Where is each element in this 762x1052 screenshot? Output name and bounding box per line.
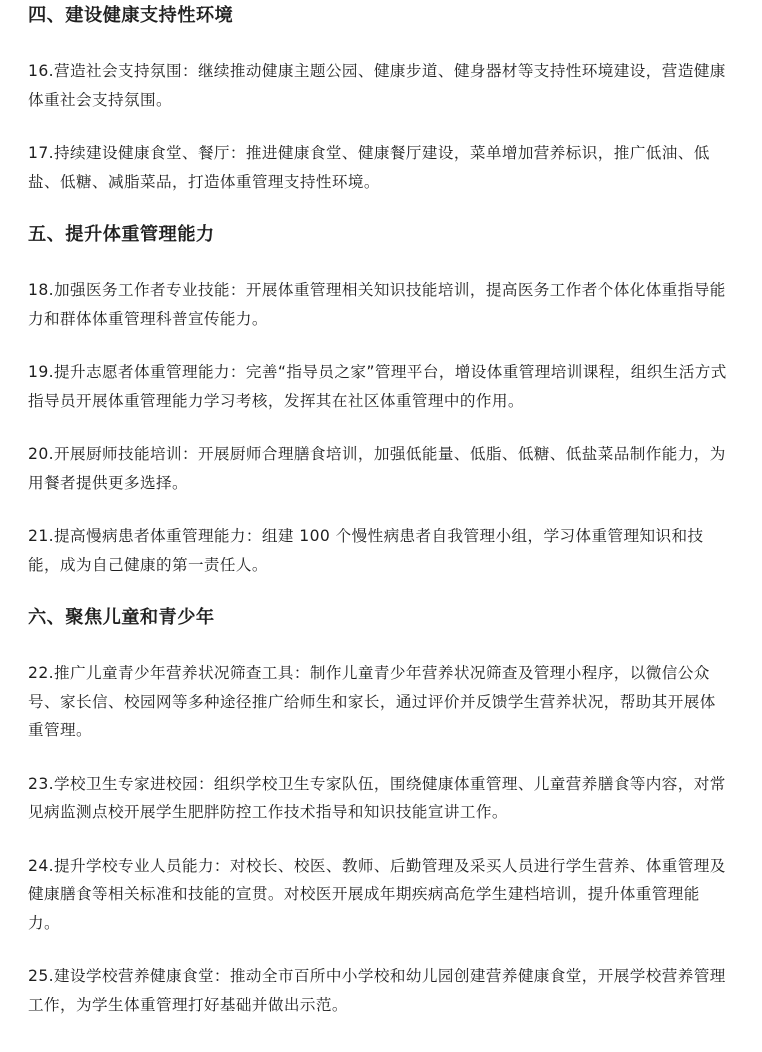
paragraph-item-23: 23.学校卫生专家进校园：组织学校卫生专家队伍，围绕健康体重管理、儿童营养膳食等内容，对常见病监测点校开展学生肥胖防控工作技术指导和知识技能宣讲工作。 (28, 774, 726, 821)
paragraph-item-16: 16.营造社会支持氛围：继续推动健康主题公园、健康步道、健身器材等支持性环境建设，营造健康体重社会支持氛围。 (28, 62, 726, 109)
paragraph-item-20: 20.开展厨师技能培训：开展厨师合理膳食培训，加强低能量、低脂、低糖、低盐菜品制作能力，为用餐者提供更多选择。 (28, 445, 726, 492)
section-heading-4: 四、建设健康支持性环境 (28, 5, 234, 26)
paragraph-item-19: 19.提升志愿者体重管理能力：完善“指导员之家”管理平台，增设体重管理培训课程，组织生活方式指导员开展体重管理能力学习考核，发挥其在社区体重管理中的作用。 (28, 363, 727, 410)
paragraph-item-21: 21.提高慢病患者体重管理能力：组建 100 个慢性病患者自我管理小组，学习体重管理知识和技能，成为自己健康的第一责任人。 (28, 527, 704, 574)
paragraph-item-17: 17.持续建设健康食堂、餐厅：推进健康食堂、健康餐厅建设，菜单增加营养标识，推广低油、低盐、低糖、减脂菜品，打造体重管理支持性环境。 (28, 144, 710, 191)
paragraph-item-25: 25.建设学校营养健康食堂：推动全市百所中小学校和幼儿园创建营养健康食堂，开展学校营养管理工作，为学生体重管理打好基础并做出示范。 (28, 967, 726, 1014)
section-heading-6: 六、聚焦儿童和青少年 (28, 607, 215, 628)
section-heading-5: 五、提升体重管理能力 (28, 224, 215, 245)
paragraph-item-18: 18.加强医务工作者专业技能：开展体重管理相关知识技能培训，提高医务工作者个体化体重指导能力和群体体重管理科普宣传能力。 (28, 281, 726, 328)
paragraph-item-24: 24.提升学校专业人员能力：对校长、校医、教师、后勤管理及采买人员进行学生营养、体重管理及健康膳食等相关标准和技能的宣贯。对校医开展成年期疾病高危学生建档培训，提升体重管理能力。 (28, 856, 726, 932)
paragraph-item-22: 22.推广儿童青少年营养状况筛查工具：制作儿童青少年营养状况筛查及管理小程序，以微信公众号、家长信、校园网等多种途径推广给师生和家长，通过评价并反馈学生营养状况，帮助其开展体重管理。 (28, 664, 716, 739)
